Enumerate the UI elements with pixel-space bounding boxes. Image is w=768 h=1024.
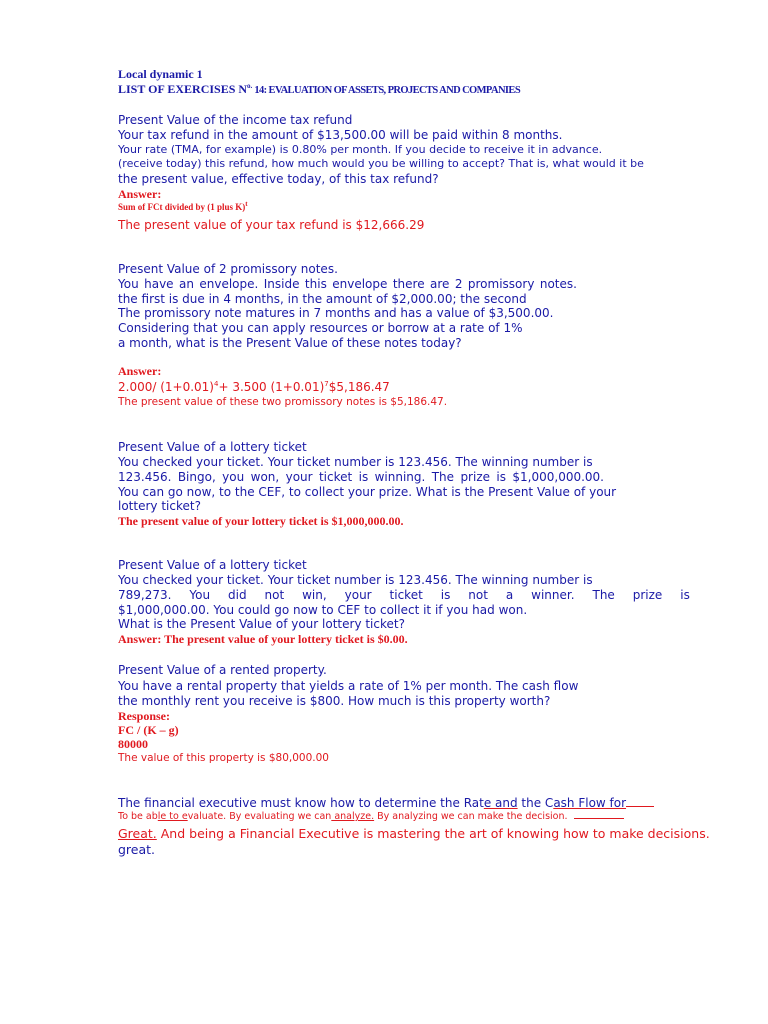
word: ticket	[389, 588, 423, 602]
word: You	[118, 277, 139, 291]
word: win,	[302, 588, 327, 602]
word: you	[222, 470, 245, 484]
document-title	[118, 82, 520, 97]
word: is	[358, 470, 369, 484]
word: 789,273.	[118, 588, 172, 602]
title-part-b: 14: EVALUATION OF ASSETS, PROJECTS AND COMPANIES	[252, 85, 521, 96]
closing-l1-b: the C	[517, 796, 554, 810]
closing-line-2	[118, 811, 624, 822]
closing-line-1	[118, 796, 654, 810]
closing-l1-u1: e and	[483, 796, 518, 810]
closing-l3-b: And being a Financial Executive is mastering the art of knowing how to make decisions.	[156, 826, 710, 841]
ex2-answer-label: Answer:	[118, 364, 162, 378]
closing-l1-blank	[626, 806, 654, 807]
ex1-line-4: the present value, effective today, of this tax refund?	[118, 172, 439, 186]
ex5-title: Present Value of a rented property.	[118, 663, 327, 677]
ex2-line-5: a month, what is the Present Value of these notes today?	[118, 336, 462, 350]
ex5-line-1: You have a rental property that yields a rate of 1% per month. The cash flow	[118, 679, 579, 693]
word: prize	[632, 588, 663, 602]
word: The	[592, 588, 615, 602]
ex2-title: Present Value of 2 promissory notes.	[118, 262, 338, 276]
closing-line-3	[118, 826, 710, 841]
ex1-title: Present Value of the income tax refund	[118, 113, 353, 127]
word: did	[228, 588, 247, 602]
closing-l3-u: Great.	[118, 826, 157, 841]
ex3-result: The present value of your lottery ticket is $1,000,000.00.	[118, 514, 404, 528]
word: prize	[460, 470, 491, 484]
word: your	[285, 470, 313, 484]
word: winner.	[531, 588, 575, 602]
closing-l1-a: The financial executive must know how to determine the Rat	[118, 796, 484, 810]
ex2-result: The present value of these two promissory notes is $5,186.47.	[118, 396, 448, 408]
ex3-line-4: lottery ticket?	[118, 499, 201, 513]
ex4-line-1: You checked your ticket. Your ticket number is 123.456. The winning number is	[118, 573, 593, 587]
ex5-formula: FC / (K – g)	[118, 723, 179, 737]
ex2-formula-sup-2: 7	[324, 380, 329, 388]
ex5-value: 80000	[118, 737, 148, 751]
ex1-formula-text: Sum of FCt divided by (1 plus K)	[118, 202, 246, 212]
ex5-result: The value of this property is $80,000.00	[118, 752, 329, 764]
closing-l2-u2: analyze.	[331, 811, 375, 822]
ex5-line-2: the monthly rent you receive is $800. How much is this property worth?	[118, 694, 551, 708]
closing-l2-blank	[574, 818, 624, 819]
ex3-title: Present Value of a lottery ticket	[118, 440, 307, 454]
ex1-line-2: Your rate (TMA, for example) is 0.80% per month. If you decide to receive it in advance.	[118, 143, 603, 156]
ex2-formula	[118, 380, 390, 394]
ex3-line-3: You can go now, to the CEF, to collect your prize. What is the Present Value of your	[118, 485, 617, 499]
word: 123.456.	[118, 470, 172, 484]
word: The	[431, 470, 455, 484]
ex4-title: Present Value of a lottery ticket	[118, 558, 307, 572]
closing-l2-c: By analyzing we can make the decision.	[374, 811, 568, 822]
ex4-line-4: What is the Present Value of your lottery ticket?	[118, 617, 405, 631]
ex5-response-label: Response:	[118, 709, 171, 723]
ex1-answer-label: Answer:	[118, 187, 162, 201]
closing-l2-u1: le to e	[157, 811, 188, 822]
document-subtitle	[118, 67, 203, 82]
word: Bingo,	[177, 470, 216, 484]
closing-line-4: great.	[118, 842, 156, 857]
ex3-line-2	[118, 470, 604, 484]
word: is	[680, 588, 690, 602]
ex2-line-4: Considering that you can apply resources or borrow at a rate of 1%	[118, 321, 523, 335]
ex2-formula-sup-1: 4	[213, 380, 219, 388]
ex1-formula-sup: t	[245, 200, 248, 208]
word: notes.	[539, 277, 577, 291]
word: your	[344, 588, 372, 602]
word: is	[440, 588, 451, 602]
ex4-line-2	[118, 588, 690, 602]
closing-l2-a: To be ab	[118, 811, 158, 822]
word: have	[144, 277, 174, 291]
word: promissory	[467, 277, 535, 291]
ex2-formula-b: + 3.500 (1+0.01)	[218, 380, 325, 394]
word: Inside	[263, 277, 300, 291]
word: $1,000,000.00.	[512, 470, 604, 484]
header-line-1: Local dynamic 1	[118, 67, 203, 81]
closing-l1-u2: ash Flow for	[553, 796, 627, 810]
word: this	[304, 277, 327, 291]
ex2-line-1	[118, 277, 577, 291]
ex1-result: The present value of your tax refund is $12,666.29	[118, 218, 425, 232]
word: envelope	[332, 277, 388, 291]
word: You	[189, 588, 211, 602]
ex2-formula-a: 2.000/ (1+0.01)	[118, 380, 214, 394]
word: ticket	[318, 470, 353, 484]
ex1-line-3: (receive today) this refund, how much would you be willing to accept? That is, what would it be	[118, 157, 644, 170]
word: a	[505, 588, 514, 602]
word: there	[392, 277, 425, 291]
ex4-result: Answer: The present value of your lottery ticket is $0.00.	[118, 632, 408, 646]
title-sup: o.	[247, 82, 253, 90]
ex4-line-3: $1,000,000.00. You could go now to CEF to collect it if you had won.	[118, 603, 528, 617]
ex2-formula-c: $5,186.47	[328, 380, 390, 394]
word: won,	[250, 470, 280, 484]
closing-l2-b: valuate. By evaluating we can	[187, 811, 332, 822]
word: not	[264, 588, 285, 602]
ex2-line-3: The promissory note matures in 7 months and has a value of $3,500.00.	[118, 306, 554, 320]
word: are	[430, 277, 450, 291]
word: is	[496, 470, 506, 484]
ex2-line-2: the first is due in 4 months, in the amount of $2,000.00; the second	[118, 292, 527, 306]
word: an	[178, 277, 194, 291]
word: not	[468, 588, 488, 602]
ex3-line-1: You checked your ticket. Your ticket number is 123.456. The winning number is	[118, 455, 593, 469]
word: envelope.	[199, 277, 259, 291]
title-part-a: LIST OF EXERCISES N	[118, 82, 248, 96]
ex1-formula	[118, 200, 248, 212]
ex1-line-1: Your tax refund in the amount of $13,500.00 will be paid within 8 months.	[118, 128, 563, 142]
word: winning.	[374, 470, 426, 484]
word: 2	[454, 277, 463, 291]
